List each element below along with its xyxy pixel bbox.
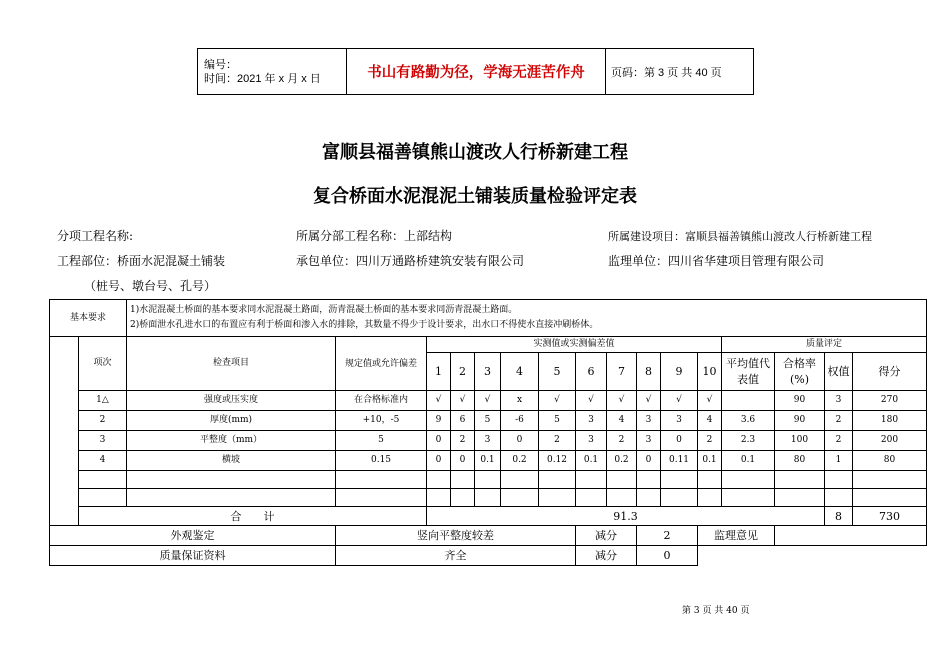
row-rate: 90: [775, 411, 825, 431]
row-measure: 0.11: [661, 451, 698, 471]
row-no: 3: [79, 431, 127, 451]
row-measure: 2: [539, 431, 576, 451]
col-item-no: 项次: [79, 337, 127, 391]
table-row: [50, 451, 927, 471]
row-measure: 3: [475, 431, 501, 451]
col-point: 2: [451, 353, 475, 391]
row-item: 厚度(mm): [127, 411, 336, 431]
row-avg: 3.6: [722, 411, 775, 431]
row-measure: 9: [427, 411, 451, 431]
row-spec: +10，-5: [336, 411, 427, 431]
time-label: 时间：2021 年 x 月 x 日: [204, 72, 321, 85]
row-measure: √: [451, 391, 475, 411]
total-label: 合 计: [79, 507, 427, 526]
slogan: 书山有路勤为径，学海无涯苦作舟: [347, 49, 606, 95]
empty-row: [50, 489, 927, 507]
project-part: 工程部位：桥面水泥混凝土铺装: [57, 254, 226, 268]
row-measure: 0: [451, 451, 475, 471]
basic-req-text: [127, 300, 927, 337]
belongs-to: 所属分部工程名称：上部结构: [296, 229, 453, 243]
row-measure: x: [501, 391, 539, 411]
row-weight: 1: [825, 451, 853, 471]
row-avg: 2.3: [722, 431, 775, 451]
col-point: 5: [539, 353, 576, 391]
table-row: [50, 391, 927, 411]
row-measure: 0: [427, 451, 451, 471]
row-weight: 2: [825, 431, 853, 451]
supervision-label: 监理意见: [698, 526, 775, 546]
row-spec: 0.15: [336, 451, 427, 471]
appearance-deduct-label: 减分: [576, 526, 637, 546]
col-point: 7: [607, 353, 637, 391]
quality-docs-status: 齐全: [336, 546, 576, 566]
col-weight: 权值: [825, 353, 853, 391]
row-measure: 6: [451, 411, 475, 431]
row-item: 强度或压实度: [127, 391, 336, 411]
row-measure: 0: [427, 431, 451, 451]
title-line-1: 富顺县福善镇熊山渡改人行桥新建工程: [322, 142, 628, 163]
total-row: [50, 507, 927, 526]
row-item: 横坡: [127, 451, 336, 471]
inspection-table: [49, 299, 927, 566]
row-measure: 0: [637, 451, 661, 471]
row-measure: 0.2: [501, 451, 539, 471]
row-score: 200: [853, 431, 927, 451]
row-measure: 3: [637, 431, 661, 451]
contractor: 承包单位：四川万通路桥建筑安装有限公司: [296, 254, 525, 268]
row-measure: 5: [475, 411, 501, 431]
row-no: 1△: [79, 391, 127, 411]
row-avg: [722, 391, 775, 411]
row-no: 2: [79, 411, 127, 431]
row-measure: 5: [539, 411, 576, 431]
col-measured: 实测值或实测偏差值: [427, 337, 722, 353]
row-no: 4: [79, 451, 127, 471]
appearance-row: [50, 526, 927, 546]
col-check-item: 检查项目: [127, 337, 336, 391]
row-measure: 3: [661, 411, 698, 431]
basic-req-label: 基本要求: [50, 300, 127, 337]
row-measure: √: [698, 391, 722, 411]
row-measure: 3: [637, 411, 661, 431]
appearance-deduct-value: 2: [637, 526, 698, 546]
number-label: 编号：: [204, 58, 237, 71]
row-weight: 3: [825, 391, 853, 411]
row-spec: 5: [336, 431, 427, 451]
col-point: 4: [501, 353, 539, 391]
row-rate: 100: [775, 431, 825, 451]
quality-docs-row: [50, 546, 927, 566]
sub-project-name: 分项工程名称:: [57, 229, 134, 243]
total-value: 91.3: [427, 507, 825, 526]
header-box: [197, 48, 754, 95]
appearance-label: 外观鉴定: [50, 526, 336, 546]
row-measure: 2: [451, 431, 475, 451]
col-pass-rate: 合格率(%): [775, 353, 825, 391]
quality-docs-label: 质量保证资料: [50, 546, 336, 566]
row-measure: 0.2: [607, 451, 637, 471]
row-measure: 0.12: [539, 451, 576, 471]
row-measure: 0: [501, 431, 539, 451]
total-score: 730: [853, 507, 927, 526]
page-label: 页码：第 3 页 共 40 页: [606, 49, 754, 95]
row-measure: 3: [576, 431, 607, 451]
col-spec: 规定值或允许偏差: [336, 337, 427, 391]
row-rate: 80: [775, 451, 825, 471]
supervision-value: [775, 526, 927, 546]
construction-project: 所属建设项目：富顺县福善镇熊山渡改人行桥新建工程: [608, 230, 872, 243]
col-point: 9: [661, 353, 698, 391]
col-quality: 质量评定: [722, 337, 927, 353]
row-measure: -6: [501, 411, 539, 431]
table-row: [50, 431, 927, 451]
quality-docs-deduct-value: 0: [637, 546, 698, 566]
row-measure: 0.1: [475, 451, 501, 471]
row-measure: 0.1: [698, 451, 722, 471]
col-point: 3: [475, 353, 501, 391]
row-measure: 0.1: [576, 451, 607, 471]
pile-note: （桩号、墩台号、孔号）: [84, 279, 217, 293]
appearance-text: 竖向平整度较差: [336, 526, 576, 546]
col-point: 6: [576, 353, 607, 391]
row-spec: 在合格标准内: [336, 391, 427, 411]
row-score: 270: [853, 391, 927, 411]
empty-row: [50, 471, 927, 489]
title-line-2: 复合桥面水泥混泥土铺装质量检验评定表: [313, 186, 637, 207]
row-item: 平整度（mm）: [127, 431, 336, 451]
row-avg: 0.1: [722, 451, 775, 471]
col-avg: 平均值代表值: [722, 353, 775, 391]
total-weight: 8: [825, 507, 853, 526]
row-score: 180: [853, 411, 927, 431]
col-score: 得分: [853, 353, 927, 391]
col-point: 8: [637, 353, 661, 391]
row-measure: √: [539, 391, 576, 411]
page-footer: 第 3 页 共 40 页: [682, 606, 750, 616]
basic-req-line2: 2)桥面泄水孔进水口的布置应有利于桥面和渗入水的排除，其数量不得少于设计要求，出水口不得使水直接冲刷桥体。: [130, 320, 599, 330]
row-rate: 90: [775, 391, 825, 411]
row-score: 80: [853, 451, 927, 471]
left-spacer: [50, 337, 79, 526]
supervisor: 监理单位：四川省华建项目管理有限公司: [608, 254, 825, 268]
basic-req-line1: 1)水泥混凝土桥面的基本要求同水泥混凝土路面，沥青混凝土桥面的基本要求同沥青混凝土路面。: [130, 305, 518, 315]
row-measure: √: [661, 391, 698, 411]
header-left-cell: [198, 49, 347, 95]
table-row: [50, 411, 927, 431]
row-weight: 2: [825, 411, 853, 431]
row-measure: √: [427, 391, 451, 411]
row-measure: √: [637, 391, 661, 411]
col-point: 10: [698, 353, 722, 391]
row-measure: √: [607, 391, 637, 411]
row-measure: 4: [607, 411, 637, 431]
row-measure: 4: [698, 411, 722, 431]
quality-docs-deduct-label: 减分: [576, 546, 637, 566]
row-measure: √: [475, 391, 501, 411]
row-measure: 3: [576, 411, 607, 431]
row-measure: 0: [661, 431, 698, 451]
row-measure: 2: [607, 431, 637, 451]
col-point: 1: [427, 353, 451, 391]
row-measure: 2: [698, 431, 722, 451]
row-measure: √: [576, 391, 607, 411]
